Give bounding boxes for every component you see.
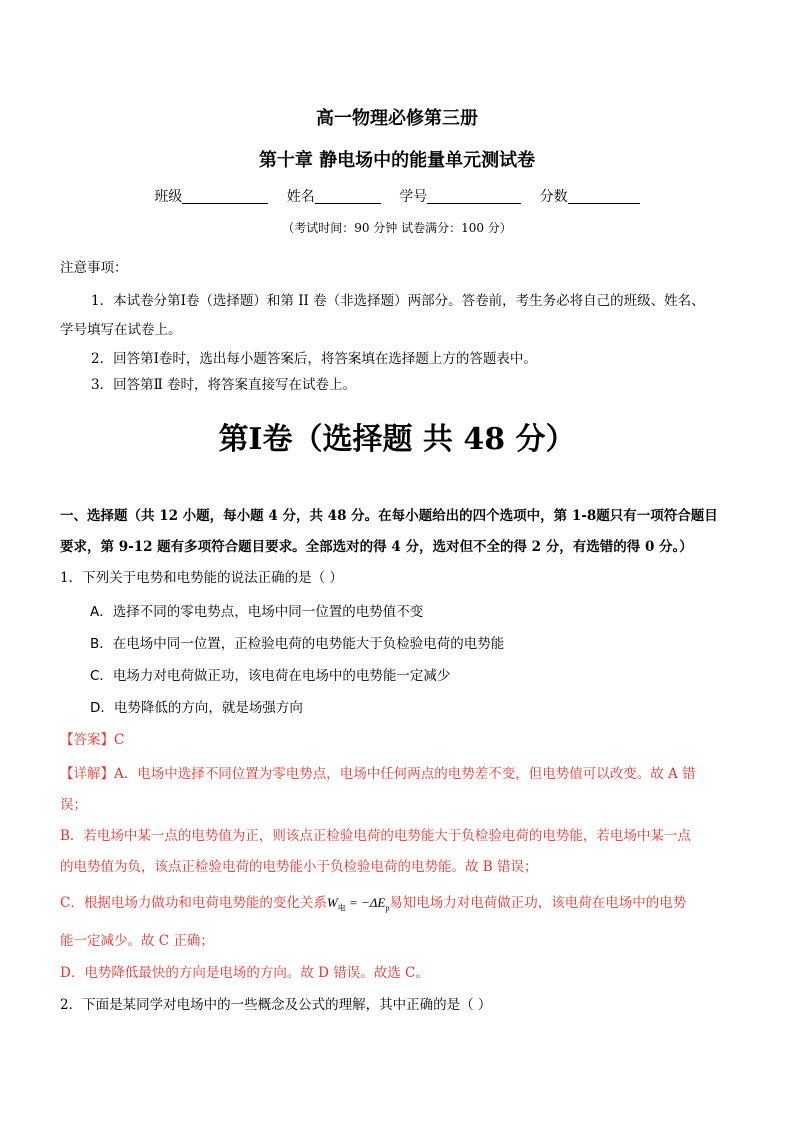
score-label: 分数 — [539, 189, 568, 205]
explain-c-text-after: 易知电场力对电荷做正功，该电荷在电场中的电势 — [389, 895, 687, 911]
section-title: 第Ⅰ卷（选择题 共 48 分） — [218, 422, 576, 457]
question-1-option-a[interactable]: A．选择不同的零电势点，电场中同一位置的电势值不变 — [90, 604, 424, 620]
question-1-option-b[interactable]: B．在电场中同一位置，正检验电荷的电势能大于负检验电荷的电势能 — [90, 636, 505, 652]
explain-a: 【详解】A．电场中选择不同位置为零电势点，电场中任何两点的电势差不变，但电势值可以改变。故 A 错 — [60, 766, 696, 782]
explain-c-text: C．根据电场力做功和电荷电势能的变化关系 — [60, 895, 327, 911]
name-label: 姓名 — [286, 189, 315, 205]
title-book: 高一物理必修第三册 — [316, 108, 478, 129]
note-item-2: 2．回答第Ⅰ卷时，选出每小题答案后，将答案填在选择题上方的答题表中。 — [91, 351, 537, 367]
question-1-stem: 1．下列关于电势和电势能的说法正确的是（ ） — [60, 570, 343, 586]
note-item-3: 3．回答第Ⅱ 卷时，将答案直接写在试卷上。 — [91, 377, 357, 393]
class-blank[interactable] — [182, 189, 268, 204]
answer-1: 【答案】C — [60, 732, 125, 748]
work-energy-formula: $W_电 = -\Delta E_p$ — [326, 895, 390, 913]
explain-c-cont: 能一定减少。故 C 正确； — [60, 933, 214, 949]
explain-b-cont: 的电势值为负，该点正检验电荷的电势能小于负检验电荷的电势能。故 B 错误； — [60, 859, 538, 875]
title-chapter: 第十章 静电场中的能量单元测试卷 — [258, 150, 536, 171]
class-label: 班级 — [154, 189, 183, 205]
score-blank[interactable] — [568, 189, 640, 204]
explain-b: B．若电场中某一点的电势值为正，则该点正检验电荷的电势能大于负检验电荷的电势能，若电场中某一点 — [60, 828, 691, 844]
explain-c — [60, 891, 686, 914]
id-blank[interactable] — [427, 189, 521, 204]
part-one-instructions: 一、选择题（共 12 小题，每小题 4 分，共 48 分。在每小题给出的四个选项中，第 1-8题只有一项符合题目 — [60, 508, 718, 524]
question-1-option-c[interactable]: C．电场力对电荷做正功，该电荷在电场中的电势能一定减少 — [90, 668, 451, 684]
part-one-instructions-cont: 要求，第 9-12 题有多项符合题目要求。全部选对的得 4 分，选对但不全的得 2 分，有选错的得 0 分。） — [60, 539, 693, 555]
id-label: 学号 — [399, 189, 428, 205]
notes-heading: 注意事项： — [60, 260, 128, 276]
note-item-1: 1．本试卷分第Ⅰ卷（选择题）和第 II 卷（非选择题）两部分。答卷前，考生务必将自己的班级、姓名、 — [91, 293, 705, 309]
question-1-option-d[interactable]: D．电势降低的方向，就是场强方向 — [90, 700, 303, 716]
explain-a-cont: 误； — [60, 797, 87, 813]
explain-d: D．电势降低最快的方向是电场的方向。故 D 错误。故选 C。 — [60, 965, 429, 981]
note-item-1-cont: 学号填写在试卷上。 — [60, 322, 182, 338]
info-fields — [0, 186, 794, 206]
question-2-stem: 2．下面是某同学对电场中的一些概念及公式的理解，其中正确的是（ ） — [60, 997, 492, 1013]
exam-time: （考试时间：90 分钟 试卷满分：100 分） — [282, 221, 512, 235]
name-blank[interactable] — [315, 189, 381, 204]
